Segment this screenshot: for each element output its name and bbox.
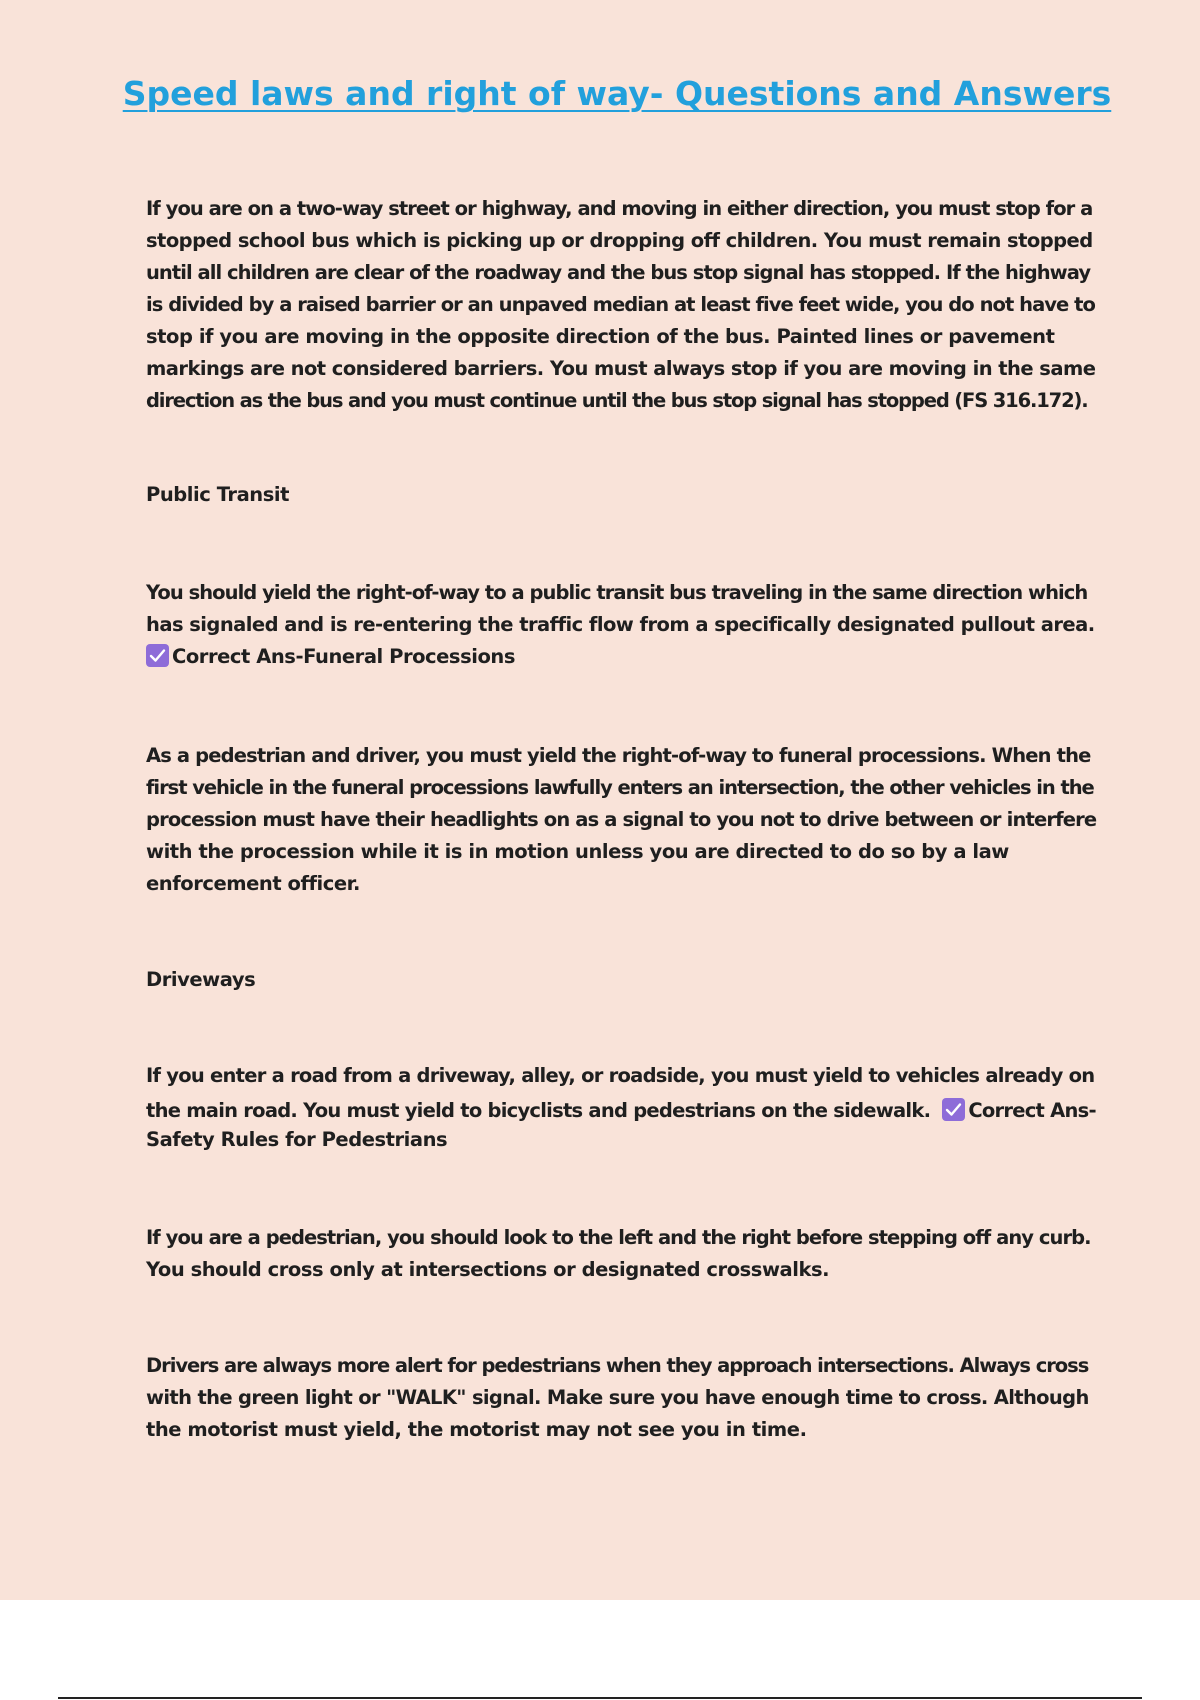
driveways-paragraph bbox=[146, 1060, 1096, 1156]
paragraph-line: If you are a pedestrian, you should look to the left and the right before stepping off any curb. bbox=[146, 1226, 1091, 1249]
paragraph-line: markings are not considered barriers. You must always stop if you are moving in the same bbox=[146, 357, 1096, 380]
footer-divider bbox=[58, 1697, 1142, 1699]
correct-answer-label: Safety Rules for Pedestrians bbox=[146, 1128, 448, 1151]
paragraph-line: until all children are clear of the roadway and the bus stop signal has stopped. If the highway bbox=[146, 261, 1091, 284]
paragraph-line: with the green light or "WALK" signal. Make sure you have enough time to cross. Although bbox=[146, 1386, 1089, 1409]
paragraph-line: the motorist must yield, the motorist may not see you in time. bbox=[146, 1418, 807, 1441]
paragraph-line: is divided by a raised barrier or an unpaved median at least five feet wide, you do not have to bbox=[146, 293, 1095, 316]
funeral-paragraph bbox=[146, 740, 1096, 900]
checkbox-checked-icon bbox=[942, 1098, 965, 1121]
paragraph-line: direction as the bus and you must continue until the bus stop signal has stopped (FS 316.172). bbox=[146, 389, 1088, 412]
paragraph-text: the main road. You must yield to bicyclists and pedestrians on the sidewalk. bbox=[146, 1099, 931, 1122]
paragraph-line: stopped school bus which is picking up or dropping off children. You must remain stopped bbox=[146, 229, 1093, 252]
correct-answer-label: Correct Ans-Funeral Processions bbox=[172, 645, 516, 668]
paragraph-line: stop if you are moving in the opposite direction of the bus. Painted lines or pavement bbox=[146, 325, 1055, 348]
answer-line bbox=[146, 641, 1096, 673]
paragraph-line: enforcement officer. bbox=[146, 872, 361, 895]
pedestrian-curb-paragraph bbox=[146, 1222, 1096, 1286]
paragraph-line: As a pedestrian and driver, you must yield the right-of-way to funeral processions. When the bbox=[146, 744, 1091, 767]
pedestrian-crossing-paragraph bbox=[146, 1350, 1096, 1446]
paragraph-line: first vehicle in the funeral processions lawfully enters an intersection, the other vehicles in the bbox=[146, 776, 1094, 799]
public-transit-heading: Public Transit bbox=[146, 483, 289, 506]
paragraph-line: If you are on a two-way street or highway, and moving in either direction, you must stop for a bbox=[146, 197, 1093, 220]
paragraph-line: You should cross only at intersections or designated crosswalks. bbox=[146, 1258, 830, 1281]
paragraph-line: Drivers are always more alert for pedestrians when they approach intersections. Always cross bbox=[146, 1354, 1089, 1377]
paragraph-line: with the procession while it is in motion unless you are directed to do so by a law bbox=[146, 840, 1009, 863]
paragraph-line: has signaled and is re-entering the traffic flow from a specifically designated pullout area. bbox=[146, 613, 1095, 636]
page-title: Speed laws and right of way- Questions and Answers bbox=[122, 74, 1112, 113]
paragraph-line: You should yield the right-of-way to a public transit bus traveling in the same direction which bbox=[146, 581, 1088, 604]
correct-answer-label: Correct Ans- bbox=[968, 1099, 1096, 1122]
paragraph-line: If you enter a road from a driveway, alley, or roadside, you must yield to vehicles already on bbox=[146, 1064, 1095, 1087]
school-bus-paragraph bbox=[146, 193, 1096, 417]
paragraph-line bbox=[146, 1095, 1096, 1127]
driveways-heading: Driveways bbox=[146, 968, 256, 991]
checkbox-checked-icon bbox=[146, 644, 169, 667]
paragraph-line: procession must have their headlights on as a signal to you not to drive between or interfere bbox=[146, 808, 1097, 831]
public-transit-paragraph bbox=[146, 577, 1096, 673]
